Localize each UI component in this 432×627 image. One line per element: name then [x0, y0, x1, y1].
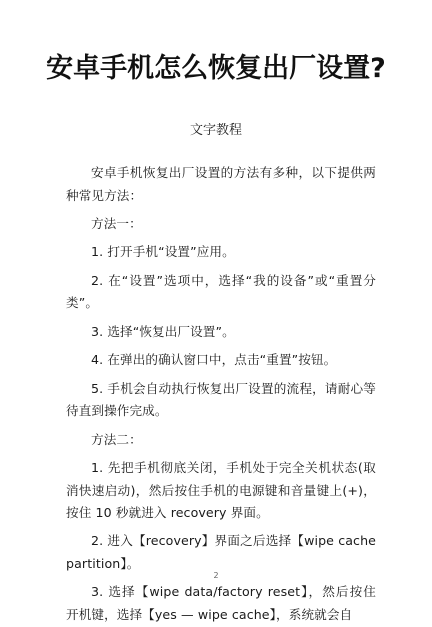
- document-subtitle: 文字教程: [189, 123, 242, 138]
- intro-paragraph: 安卓手机恢复出厂设置的方法有多种，以下提供两种常见方法：: [66, 165, 376, 203]
- page-number: 2: [213, 571, 219, 580]
- document-title: 安卓手机怎么恢复出厂设置?: [46, 53, 386, 84]
- method-two-heading: 方法二：: [91, 431, 142, 447]
- method-two-step-1: 1. 先把手机彻底关闭，手机处于完全关机状态(取消快速启动)，然后按住手机的电源键和音量键上(+)，按住 10 秒就进入 recovery 界面。: [66, 459, 376, 521]
- method-two-step-3: 3. 选择【wipe data/factory reset】，然后按住开机键，选择【yes — wipe cache】，系统就会自: [66, 584, 376, 623]
- document-body: [66, 162, 376, 627]
- method-one-heading: 方法一：: [91, 215, 142, 231]
- method-one-step-3: 3. 选择“恢复出厂设置”。: [91, 323, 235, 339]
- method-two-step-2: 2. 进入【recovery】界面之后选择【wipe cache partition】。: [66, 533, 376, 572]
- method-one-step-1: 1. 打开手机“设置”应用。: [91, 244, 235, 260]
- method-one-step-4: 4. 在弹出的确认窗口中，点击“重置”按钮。: [91, 352, 337, 368]
- method-one-step-2: 2. 在“设置”选项中，选择“我的设备”或“重置分类”。: [66, 272, 376, 311]
- method-one-step-5: 5. 手机会自动执行恢复出厂设置的流程，请耐心等待直到操作完成。: [66, 380, 376, 419]
